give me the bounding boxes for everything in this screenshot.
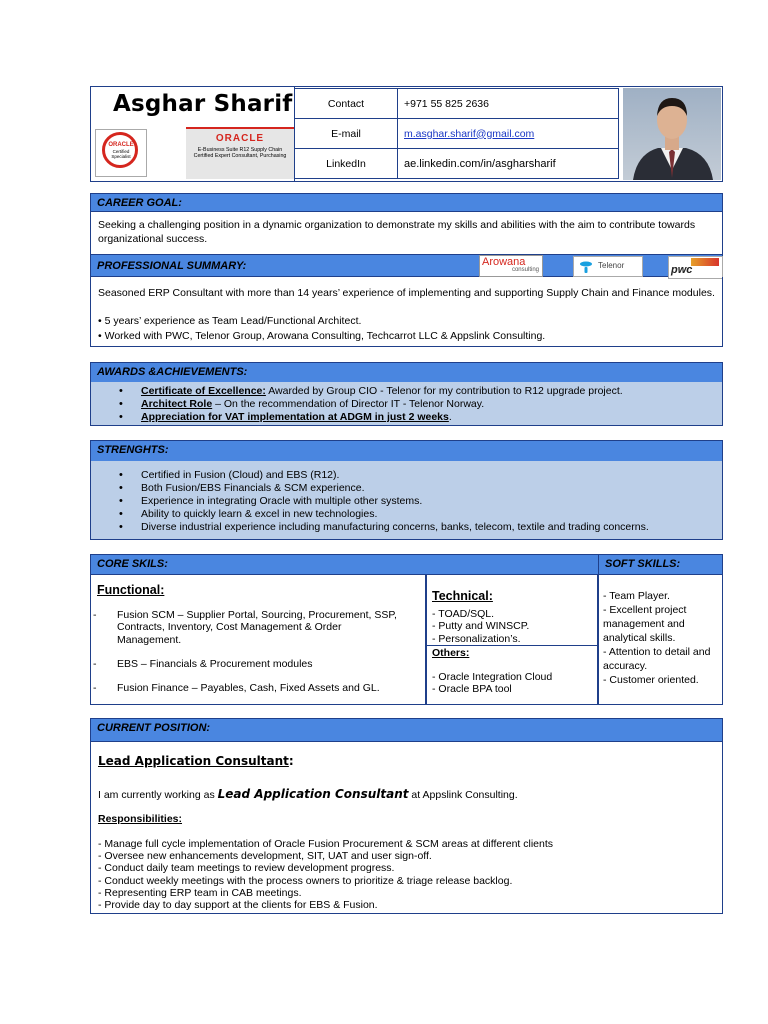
awards-list [91,385,721,424]
award-title: Architect Role [141,398,213,410]
core-skills-header: CORE SKILS: [90,554,599,575]
others-item: - Oracle BPA tool [432,683,512,696]
functional-item: - Fusion Finance – Payables, Cash, Fixed Assets and GL. [93,682,423,694]
technical-item: - Personalization’s. [432,632,521,645]
current-position-body [90,741,723,914]
award-item [91,411,721,424]
arowana-logo [479,255,543,277]
contact-row [295,89,619,119]
strengths-header: STRENGHTS: [90,440,723,462]
technical-list [432,608,529,645]
functional-item: - EBS – Financials & Procurement modules [93,658,423,670]
strength-item: • Both Fusion/EBS Financials & SCM experience. [91,482,721,495]
professional-summary-title: PROFESSIONAL SUMMARY: [97,260,247,272]
oracle-badge-line2: Specialist [111,154,131,159]
responsibility-item: - Oversee new enhancements development, SIT, UAT and user sign-off. [98,850,432,863]
arowana-logo-text: Arowana [482,256,526,268]
summary-line-1: Seasoned ERP Consultant with more than 14 years’ experience of implementing and supporting Supply Chain and Finance modules. [98,287,715,299]
oracle-expert-text: E-Business Suite R12 Supply Chain Certified Expert Consultant, Purchasing [193,147,287,160]
award-item [91,398,721,411]
email-link[interactable]: m.asghar.sharif@gmail.com [404,127,535,140]
career-goal-text: Seeking a challenging position in a dynamic organization to demonstrate my skills and abilities with the aim to contribute towards organizational success. [98,219,696,245]
award-text: – On the recommendation of Director IT - Telenor Norway. [212,398,485,410]
role-title [98,754,294,768]
linkedin-row [295,149,619,179]
others-list [432,671,552,696]
award-title: Appreciation for VAT implementation at ADGM in just 2 weeks [141,411,449,423]
oracle-certified-badge [95,129,147,177]
pwc-logo-mark [691,258,719,266]
oracle-badge-line1: Certified [112,149,130,154]
current-position-header: CURRENT POSITION: [90,718,723,742]
responsibility-item: - Provide day to day support at the clients for EBS & Fusion. [98,899,378,912]
technical-item: - TOAD/SQL. [432,608,495,620]
summary-line-2: • 5 years’ experience as Team Lead/Functional Architect. [98,315,362,327]
role-title-text: Lead Application Consultant [98,754,289,768]
pwc-logo-text: pwc [671,264,693,276]
email-row [295,119,619,149]
soft-skill-item: - Team Player. [603,590,670,602]
soft-skill-item: - Customer oriented. [603,674,699,686]
award-text: Awarded by Group CIO - Telenor for my contribution to R12 upgrade project. [265,385,623,397]
summary-line-3: • Worked with PWC, Telenor Group, Arowana Consulting, Techcarrot LLC & Appslink Consulting. [98,330,546,342]
functional-item-text: Fusion Finance – Payables, Cash, Fixed Assets and GL. [117,682,380,694]
soft-skill-item: - Excellent project management and analytical skills. [603,604,687,644]
skills-divider-1 [425,574,427,705]
responsibilities-title: Responsibilities: [98,813,183,825]
linkedin-value[interactable]: ae.linkedin.com/in/asgharsharif [398,149,619,179]
technical-item: - Putty and WINSCP. [432,620,530,633]
technical-others-divider [426,645,597,646]
strength-item: • Certified in Fusion (Cloud) and EBS (R12). [91,469,721,482]
pwc-logo [668,256,723,279]
soft-skill-item: - Attention to detail and accuracy. [603,646,711,672]
others-title: Others: [432,647,470,659]
intro-post: at Appslink Consulting. [408,789,518,801]
profile-photo [623,88,721,180]
career-goal-body [90,211,723,255]
functional-item-text: EBS – Financials & Procurement modules [117,658,313,670]
skills-divider-2 [597,574,599,705]
contact-table [294,88,619,179]
responsibility-item: - Manage full cycle implementation of Oracle Fusion Procurement & SCM areas at different clients [98,838,554,850]
functional-title: Functional: [97,583,165,597]
oracle-expert-brand: ORACLE [215,133,265,144]
responsibilities-list [98,838,553,911]
intro-pre: I am currently working as [98,789,218,801]
career-goal-header: CAREER GOAL: [90,193,723,212]
award-item [91,385,721,398]
role-title-colon: : [288,754,294,768]
others-item: - Oracle Integration Cloud [432,671,553,683]
award-title: Certificate of Excellence: [141,385,266,397]
functional-item: - Fusion SCM – Supplier Portal, Sourcing, Procurement, SSP, Contracts, Inventory, Cost Management & Order Management. [93,609,423,646]
soft-skills-list [603,589,719,687]
responsibility-item: - Representing ERP team in CAB meetings. [98,886,302,899]
strengths-body [90,461,723,540]
current-position-intro [98,787,518,801]
arowana-logo-sub: consulting [511,267,539,273]
strength-item: • Ability to quickly learn & excel in new technologies. [91,508,721,521]
awards-header: AWARDS &ACHIEVEMENTS: [90,362,723,383]
award-text: . [448,411,452,423]
strength-item: • Diverse industrial experience including manufacturing concerns, banks, telecom, textile and trading concerns. [91,521,721,534]
telenor-logo-text: Telenor [598,261,625,270]
awards-body [90,382,723,426]
linkedin-label: LinkedIn [295,149,398,179]
intro-role: Lead Application Consultant [217,787,409,801]
email-label: E-mail [295,119,398,149]
responsibility-item: - Conduct weekly meetings with the process owners to prioritize & triage release backlog. [98,874,513,887]
contact-label: Contact [295,89,398,119]
phone-value: +971 55 825 2636 [398,89,619,119]
soft-skills-header: SOFT SKILLS: [598,554,723,575]
name-cell [91,87,295,181]
oracle-badge-brand: ORACLE [108,142,134,148]
technical-title: Technical: [432,589,493,603]
candidate-name: Asghar Sharif [113,91,293,117]
oracle-expert-badge [186,127,294,179]
functional-item-text: Fusion SCM – Supplier Portal, Sourcing, Procurement, SSP, Contracts, Inventory, Cost Management & Order Management. [117,609,397,646]
responsibility-item: - Conduct daily team meetings to review development progress. [98,862,395,875]
telenor-icon [579,260,593,274]
professional-summary-body [90,277,723,347]
telenor-logo [573,256,643,277]
strength-item: • Experience in integrating Oracle with multiple other systems. [91,495,721,508]
strengths-list [91,469,721,534]
